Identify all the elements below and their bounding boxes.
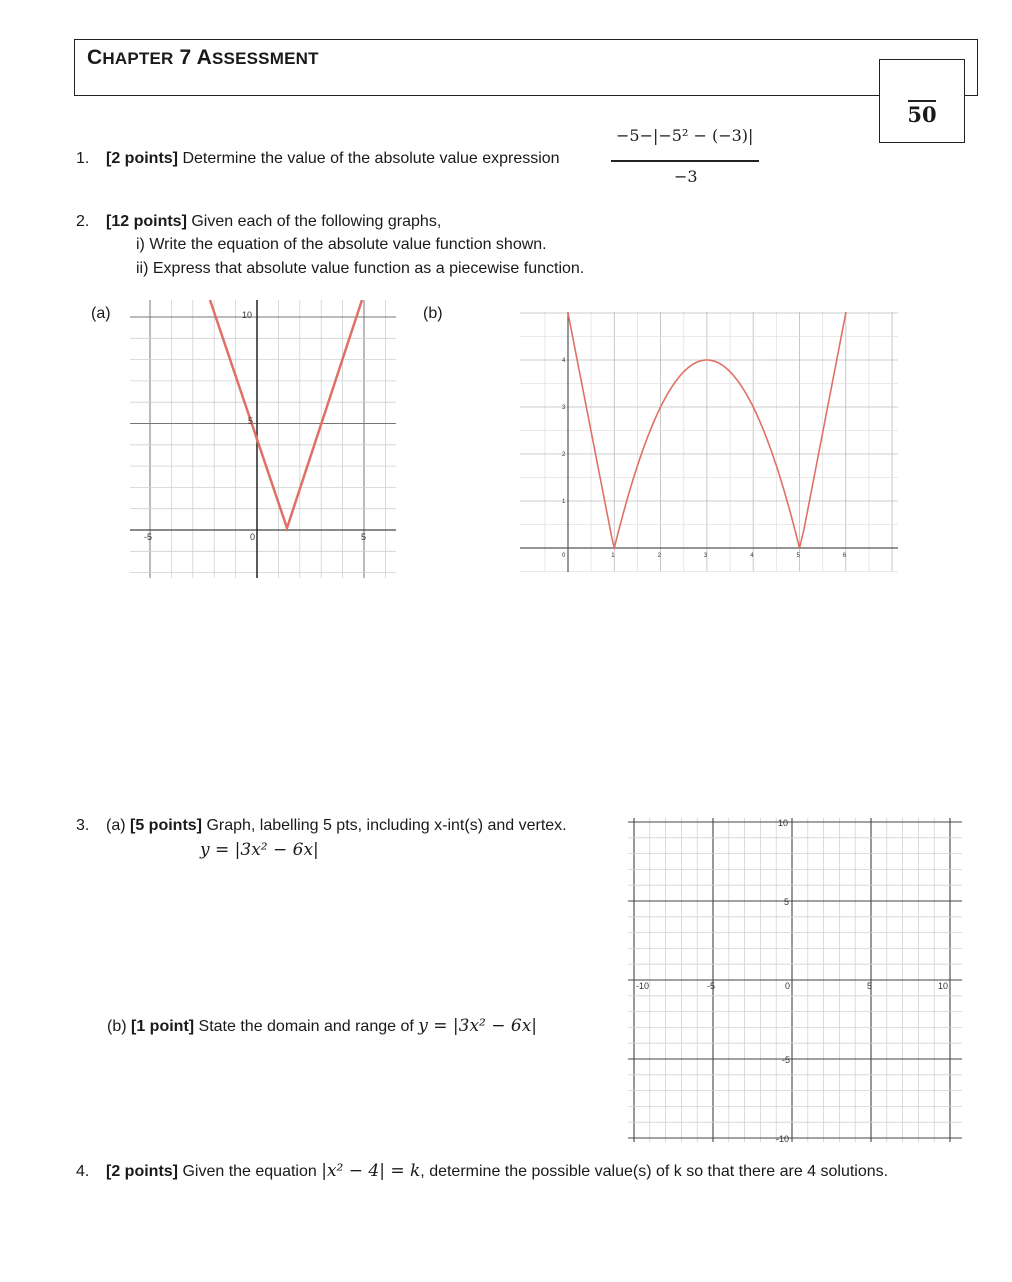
q1-denominator: −3 [674, 167, 698, 186]
q2-points: [12 points] [106, 213, 187, 230]
graph-3-tick-x-pos5: 5 [867, 981, 873, 991]
graph-b-tick-x: 0 [562, 553, 566, 559]
graph-b-tick-x: 1 [611, 553, 615, 559]
q3a-text: Graph, labelling 5 pts, including x-int(s) and vertex. [202, 817, 567, 834]
graph-b-tick-x: 5 [796, 553, 800, 559]
graph-a-tick-x-pos5: 5 [361, 532, 367, 542]
total-score: 50 [907, 102, 937, 127]
graph-b [520, 312, 900, 574]
graph-b-tick-y: 4 [562, 358, 566, 364]
graph-3-blank-grid [624, 810, 966, 1148]
graph-a-curve [210, 300, 362, 528]
q3b-text: State the domain and range of [194, 1018, 419, 1035]
graph-b-tick-x: 6 [842, 553, 847, 559]
graph-a-tick-y5: 5 [248, 416, 254, 426]
graph-a-tick-origin: 0 [250, 532, 256, 542]
q3-equation: y = |3x² − 6x| [200, 840, 319, 860]
score-box [879, 59, 965, 143]
graph-b-tick-y: 2 [562, 452, 566, 458]
q1-fraction-bar [611, 160, 759, 162]
q3b-points: [1 point] [131, 1018, 195, 1035]
question-2: 2. [12 points] Given each of the following graphs, [76, 213, 442, 230]
q1-points: [2 points] [106, 150, 178, 167]
graph-3-tick-x-pos10: 10 [938, 981, 949, 991]
q1-numerator: −5−|−5² − (−3)| [616, 126, 754, 145]
graph-a-tick-y10: 10 [242, 310, 253, 320]
q3b-equation: y = |3x² − 6x| [418, 1016, 538, 1036]
q2-label-b: (b) [423, 305, 443, 322]
graph-3-tick-x-neg5: -5 [707, 981, 716, 991]
q2-sub-i: i) Write the equation of the absolute value function shown. [136, 236, 547, 253]
q4-text-post: , determine the possible value(s) of k so that there are 4 solutions. [420, 1163, 889, 1180]
graph-3-tick-x-neg10: -10 [636, 981, 650, 991]
graph-3-tick-origin: 0 [785, 981, 791, 991]
graph-b-tick-x: 2 [657, 553, 661, 559]
q1-text: Determine the value of the absolute value expression [178, 150, 560, 167]
graph-a-tick-x-neg5: -5 [144, 532, 153, 542]
q2-text: Given each of the following graphs, [186, 213, 442, 230]
graph-b-tick-x: 4 [750, 553, 754, 559]
question-1: 1. [2 points] Determine the value of the absolute value expression [76, 150, 560, 167]
graph-3-tick-y10: 10 [778, 818, 789, 828]
graph-b-tick-y: 3 [562, 405, 566, 411]
q3a-points: [5 points] [130, 817, 202, 834]
page-title: CHAPTER 7 ASSESSMENT [87, 46, 319, 69]
q4-points: [2 points] [106, 1163, 178, 1180]
graph-3-tick-y-neg10: -10 [776, 1134, 790, 1144]
graph-a [130, 300, 398, 580]
title-box [74, 39, 978, 96]
graph-b-tick-x: 3 [703, 553, 708, 559]
question-3b: (b) [1 point] State the domain and range of y = |3x² − 6x| [107, 1016, 538, 1036]
graph-3-tick-y5: 5 [784, 897, 790, 907]
graph-b-tick-y: 1 [562, 499, 566, 505]
q4-equation: |x² − 4| = k [321, 1161, 421, 1181]
q4-text-pre: Given the equation [178, 1163, 322, 1180]
graph-3-tick-y-neg5: -5 [782, 1055, 791, 1065]
question-4: 4. [2 points] Given the equation |x² − 4| = k, determine the possible value(s) of k so that there are 4 solutions. [76, 1161, 889, 1181]
question-3: 3. (a) [5 points] Graph, labelling 5 pts, including x-int(s) and vertex. [76, 817, 567, 834]
q2-label-a: (a) [91, 305, 111, 322]
q2-sub-ii: ii) Express that absolute value function as a piecewise function. [136, 260, 585, 277]
